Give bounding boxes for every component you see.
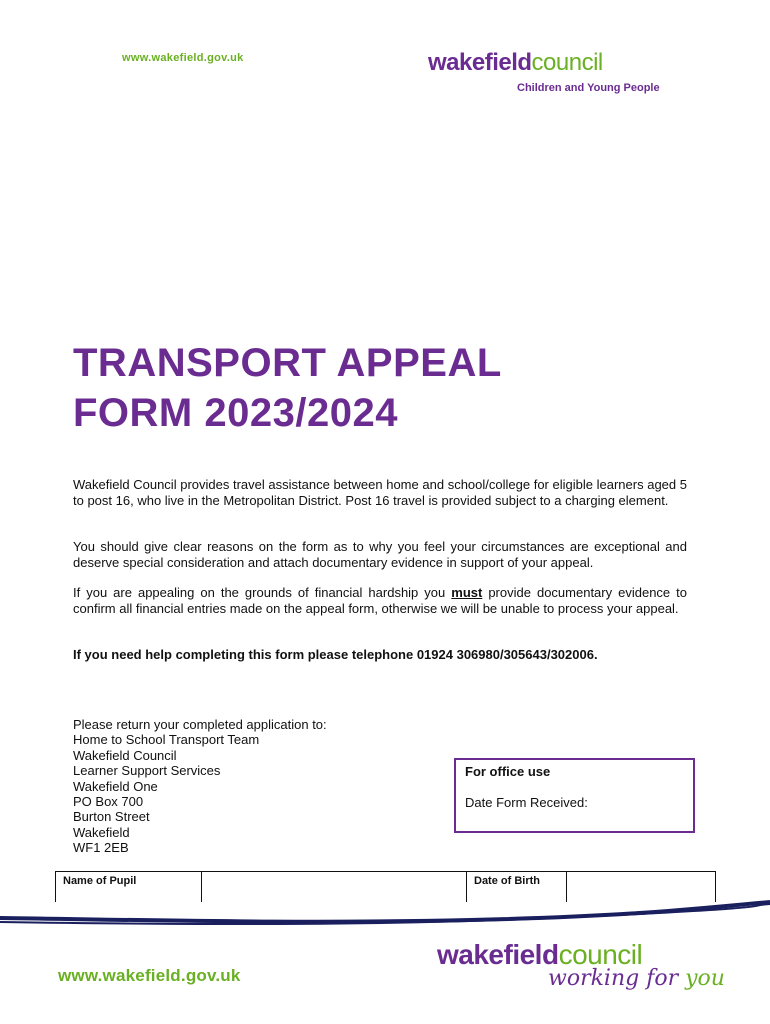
address-line: Learner Support Services bbox=[73, 763, 221, 779]
title-line-2: FORM 2023/2024 bbox=[73, 391, 398, 435]
address-line: Wakefield One bbox=[73, 778, 158, 794]
department-subtitle: Children and Young People bbox=[517, 82, 660, 94]
working-for-you-tagline bbox=[548, 966, 725, 991]
logo-wordmark bbox=[428, 48, 603, 78]
address-line: Wakefield bbox=[73, 824, 130, 840]
address-line: PO Box 700 bbox=[73, 794, 144, 810]
page-title bbox=[73, 338, 502, 438]
tagline-working-for: working for bbox=[548, 966, 686, 991]
reasons-paragraph: You should give clear reasons on the form as to why you feel your circumstances are exceptional and deserve special consideration and attach documentary evidence in support of your appeal. bbox=[73, 539, 687, 570]
address-line: Wakefield Council bbox=[73, 747, 177, 763]
logo-part-council: council bbox=[531, 49, 603, 76]
hardship-text-start: If you are appealing on the grounds of financial hardship you bbox=[73, 585, 452, 600]
footer-swoosh-decoration bbox=[0, 890, 770, 930]
footer-logo-part-council: council bbox=[558, 939, 643, 970]
return-address bbox=[73, 717, 327, 856]
address-intro: Please return your completed application to: bbox=[73, 717, 327, 732]
title-line-1: TRANSPORT APPEAL bbox=[73, 341, 502, 385]
name-of-pupil-label: Name of Pupil bbox=[63, 875, 137, 887]
tagline-you: you bbox=[685, 966, 725, 991]
hardship-text-end: provide documentary evidence to confirm all financial entries made on the appeal form, otherwise we will be unable to process your appeal. bbox=[73, 585, 688, 616]
address-line: WF1 2EB bbox=[73, 840, 129, 856]
logo-part-wakefield: wakefield bbox=[428, 49, 532, 76]
intro-paragraph: Wakefield Council provides travel assistance between home and school/college for eligible learners aged 5 to post 16, who live in the Metropolitan District. Post 16 travel is provided subject to a charging element. bbox=[73, 477, 687, 508]
address-line: Burton Street bbox=[73, 809, 150, 825]
wakefield-council-logo bbox=[428, 48, 603, 78]
address-line: Home to School Transport Team bbox=[73, 732, 260, 748]
header-url: www.wakefield.gov.uk bbox=[122, 52, 244, 64]
must-emphasis: must bbox=[451, 585, 483, 600]
hardship-paragraph bbox=[73, 585, 687, 616]
footer-url: www.wakefield.gov.uk bbox=[58, 966, 241, 985]
office-use-title: For office use bbox=[465, 764, 551, 779]
date-received-label: Date Form Received: bbox=[465, 795, 588, 810]
help-telephone: If you need help completing this form please telephone 01924 306980/305643/302006. bbox=[73, 647, 598, 662]
date-of-birth-label: Date of Birth bbox=[474, 875, 540, 887]
footer-logo-part-wakefield: wakefield bbox=[437, 939, 559, 970]
